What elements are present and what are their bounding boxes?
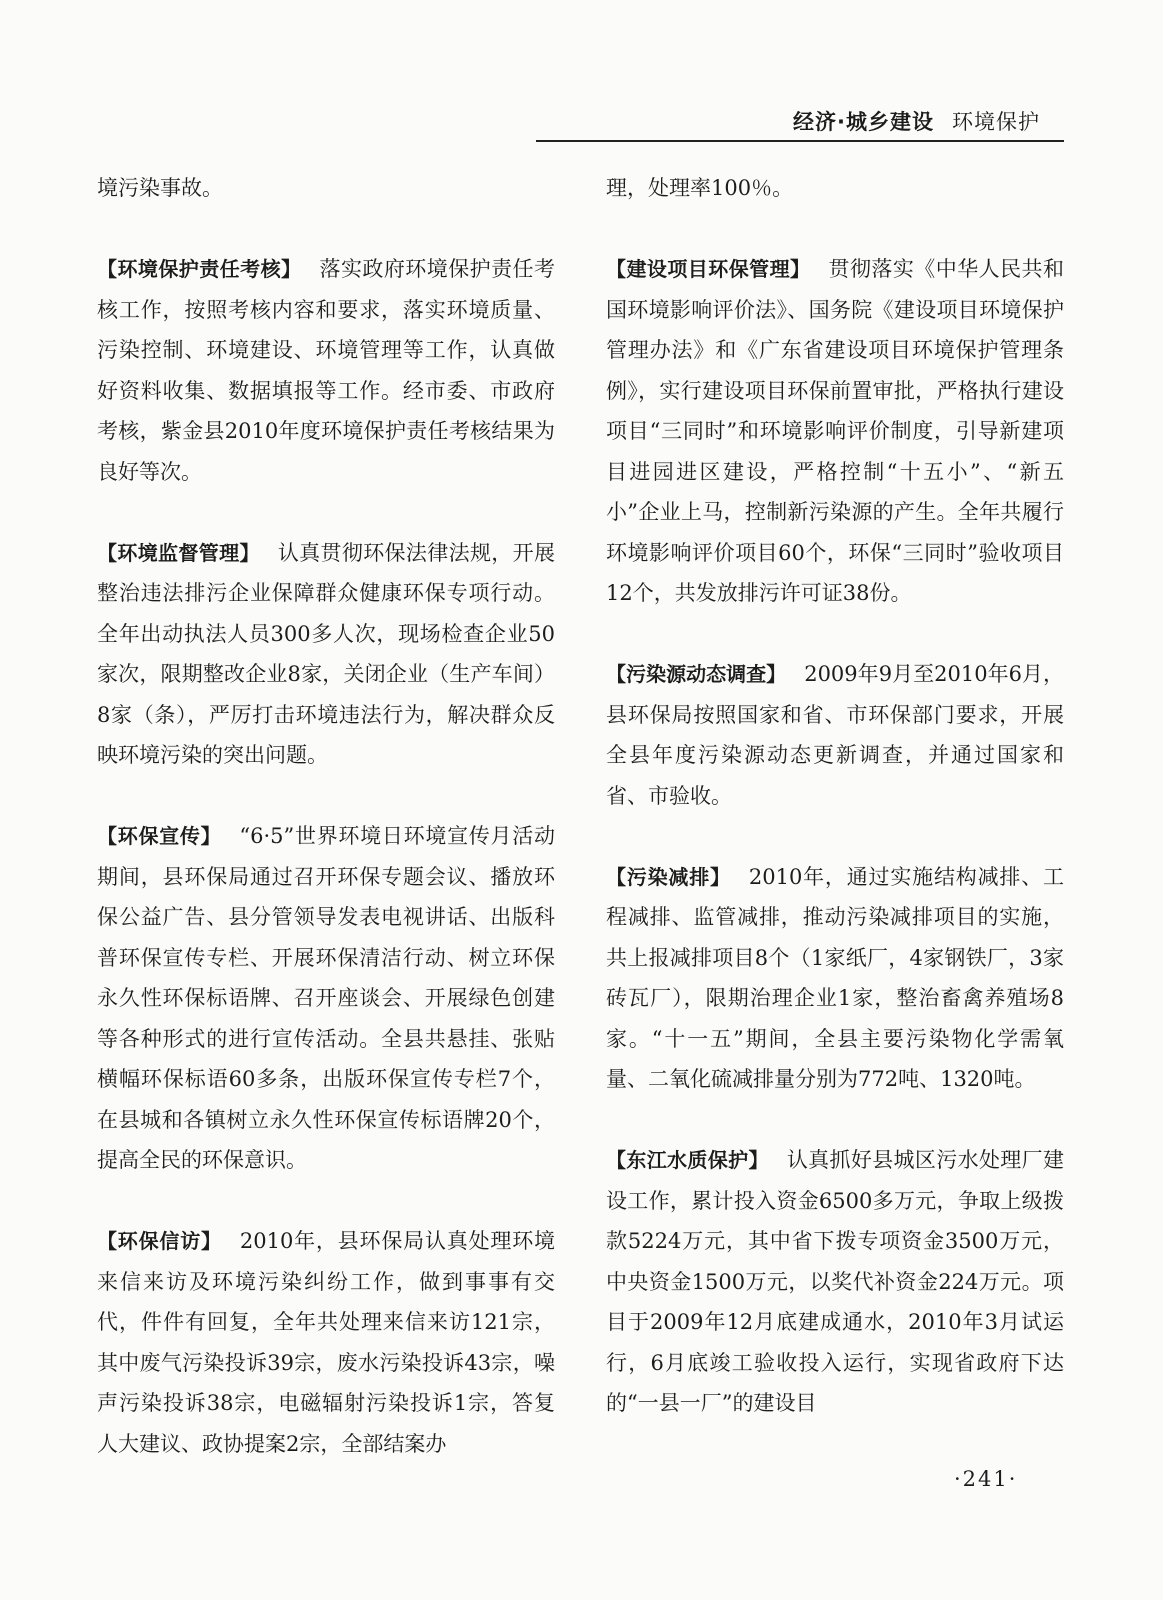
paragraph-text: 落实政府环境保护责任考核工作，按照考核内容和要求，落实环境质量、污染控制、环境建设、环境管理等工作，认真做好资料收集、数据填报等工作。经市委、市政府考核，紫金县2010年度环境保护责任考核结果为良好等次。 [97,257,555,484]
paragraph-text: 贯彻落实《中华人民共和国环境影响评价法》、国务院《建设项目环境保护管理办法》和《广东省建设项目环境保护管理条例》，实行建设项目环保前置审批，严格执行建设项目“三同时”和环境影响评价制度，引导新建项目进园进区建设，严格控制“十五小”、“新五小”企业上马，控制新污染源的产生。全年共履行环境影响评价项目60个，环保“三同时”验收项目12个，共发放排污许可证38份。 [606,257,1064,605]
paragraph [97,533,555,776]
paragraph-text: 认真贯彻环保法律法规，开展整治违法排污企业保障群众健康环保专项行动。全年出动执法人员300多人次，现场检查企业50家次，限期整改企业8家，关闭企业（生产车间）8家（条），严厉打击环境违法行为，解决群众反映环境污染的突出问题。 [97,540,556,767]
paragraph-title: 【污染源动态调查】 [606,662,787,686]
paragraph-title: 【东江水质保护】 [606,1148,769,1172]
paragraph [606,1140,1064,1424]
paragraph-title: 【环保信访】 [97,1229,222,1253]
paragraph [97,1221,555,1464]
paragraph [606,857,1064,1100]
paragraph [97,168,555,209]
paragraph-text: 境污染事故。 [97,176,223,200]
paragraph [606,168,1064,209]
paragraph-text: 2010年，通过实施结构减排、工程减排、监管减排，推动污染减排项目的实施，共上报减排项目8个（1家纸厂，4家钢铁厂，3家砖瓦厂），限期治理企业1家，整治畜禽养殖场8家。“十一五”期间，全县主要污染物化学需氧量、二氧化硫减排量分别为772吨、1320吨。 [606,864,1064,1091]
page-number: ·241· [954,1467,1018,1491]
right-column [606,168,1064,1424]
paragraph-title: 【建设项目环保管理】 [606,257,811,281]
paragraph-text: 2009年9月至2010年6月，县环保局按照国家和省、市环保部门要求，开展全县年度污染源动态更新调查，并通过国家和省、市验收。 [606,662,1065,808]
paragraph-title: 【环境保护责任考核】 [97,257,302,281]
paragraph-title: 【污染减排】 [606,864,731,889]
paragraph-title: 【环境监督管理】 [97,540,260,565]
paragraph [97,816,555,1181]
header-subsection: 环境保护 [952,110,1040,134]
left-column [97,168,555,1464]
paragraph-text: “6·5”世界环境日环境宣传月活动期间，县环保局通过召开环保专题会议、播放环保公益广告、县分管领导发表电视讲话、出版科普环保宣传专栏、开展环保清洁行动、树立环保永久性环保标语牌、召开座谈会、开展绿色创建等各种形式的进行宣传活动。全县共悬挂、张贴横幅环保标语60多条，出版环保宣传专栏7个，在县城和各镇树立永久性环保宣传标语牌20个，提高全民的环保意识。 [97,824,555,1172]
paragraph [606,654,1064,816]
paragraph [97,249,555,492]
running-header [536,100,1064,142]
header-text [793,106,1040,136]
paragraph-text: 2010年，县环保局认真处理环境来信来访及环境污染纠纷工作，做到事事有交代，件件有回复，全年共处理来信来访121宗，其中废气污染投诉39宗，废水污染投诉43宗，噪声污染投诉38宗，电磁辐射污染投诉1宗，答复人大建议、政协提案2宗，全部结案办 [97,1229,555,1456]
paragraph-text: 认真抓好县城区污水处理厂建设工作，累计投入资金6500多万元，争取上级拨款5224万元，其中省下拨专项资金3500万元，中央资金1500万元，以奖代补资金224万元。项目于2009年12月底建成通水，2010年3月试运行，6月底竣工验收投入运行，实现省政府下达的“一县一厂”的建设目 [606,1148,1065,1415]
paragraph-text: 理，处理率100％。 [606,176,794,200]
header-section: 经济·城乡建设 [793,110,934,134]
paragraph-title: 【环保宣传】 [97,824,222,848]
paragraph [606,249,1064,614]
